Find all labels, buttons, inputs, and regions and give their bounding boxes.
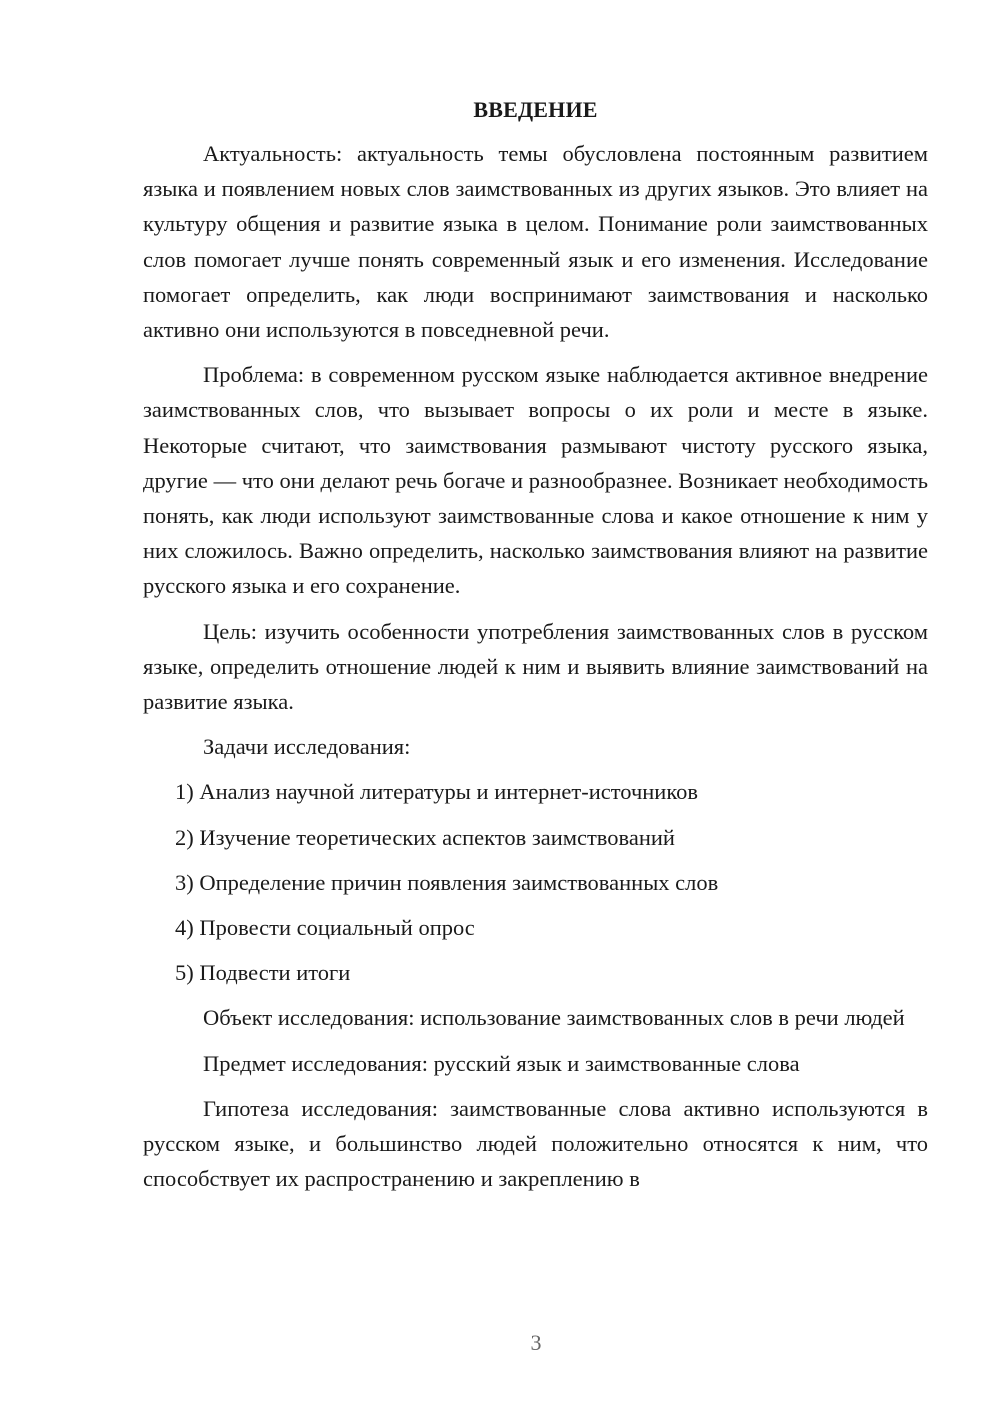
paragraph-object: Объект исследования: использование заимствованных слов в речи людей: [203, 1005, 905, 1031]
document-page: [143, 92, 928, 1206]
list-item: 3) Определение причин появления заимствованных слов: [175, 869, 719, 895]
paragraph-hypothesis: Гипотеза исследования: заимствованные слова активно используются в русском языке, и большинство людей положительно относятся к ним, что способствует их распространению и закреплению в: [143, 1095, 928, 1192]
tasks-title: Задачи исследования:: [203, 734, 411, 760]
paragraph-problem: Проблема: в современном русском языке наблюдается активное внедрение заимствованных слов, что вызывает вопросы о их роли и месте в языке. Некоторые считают, что заимствования размывают чистоту русского языка, другие — что они делают речь богаче и разнообразнее. Возникает необходимость понять, как люди используют заимствованные слова и какое отношение к ним у них сложилось. Важно определить, насколько заимствования влияют на развитие русского языка и его сохранение.: [143, 362, 928, 599]
list-item: 1) Анализ научной литературы и интернет-источников: [175, 779, 699, 805]
list-item: 4) Провести социальный опрос: [175, 915, 475, 941]
page-number: 3: [530, 1330, 542, 1355]
paragraph-relevance: Актуальность: актуальность темы обусловлена постоянным развитием языка и появлением новых слов заимствованных из других языков. Это влияет на культуру общения и развитие языка в целом. Понимание роли заимствованных слов помогает лучше понять современный язык и его изменения. Исследование помогает определить, как люди воспринимают заимствования и насколько активно они используются в повседневной речи.: [143, 141, 928, 343]
paragraph-subject: Предмет исследования: русский язык и заимствованные слова: [203, 1050, 800, 1076]
tasks-list: [143, 774, 928, 990]
page-title: ВВЕДЕНИЕ: [473, 97, 598, 122]
list-item: 2) Изучение теоретических аспектов заимствований: [175, 824, 675, 850]
list-item: 5) Подвести итоги: [175, 960, 351, 986]
paragraph-goal: Цель: изучить особенности употребления заимствованных слов в русском языке, определить отношение людей к ним и выявить влияние заимствований на развитие языка.: [143, 618, 928, 715]
